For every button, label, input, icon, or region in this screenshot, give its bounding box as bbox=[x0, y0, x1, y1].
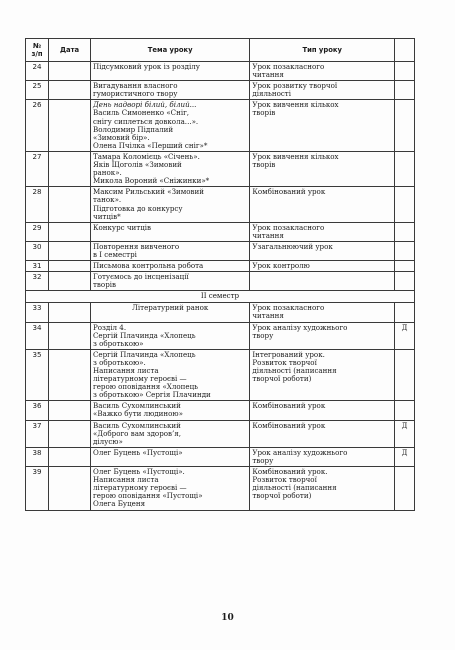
lesson-topic bbox=[91, 272, 250, 291]
lesson-type: Урок контролю bbox=[250, 261, 395, 272]
lesson-date bbox=[49, 261, 91, 272]
lesson-topic-text: Сергій Плачинда «Хлопець з обротькою». Написання листа літературному героєві — герою оповідання «Хлопець з обротькою» Сергія Плачинди bbox=[93, 349, 211, 400]
lesson-number: 36 bbox=[26, 401, 49, 420]
lesson-number: 32 bbox=[26, 272, 49, 291]
lesson-date bbox=[49, 349, 91, 401]
lesson-type: Урок позакласного читання bbox=[250, 303, 395, 322]
lesson-topic-text: Тамара Коломієць «Січень». Яків Щоголів «Зимовий ранок». Микола Вороний «Сніжинки»* bbox=[93, 151, 210, 186]
lesson-number: 37 bbox=[26, 420, 49, 447]
table-row bbox=[26, 187, 415, 222]
table-row bbox=[26, 151, 415, 186]
lesson-date bbox=[49, 100, 91, 152]
lesson-topic-text: Вигадування власного гумористичного твору bbox=[93, 81, 178, 99]
header-date: Дата bbox=[49, 39, 91, 62]
lesson-date bbox=[49, 81, 91, 100]
lesson-mark bbox=[395, 62, 415, 81]
lesson-type: Урок вивчення кількох творів bbox=[250, 151, 395, 186]
lesson-type: Урок розвитку творчої діяльності bbox=[250, 81, 395, 100]
lesson-type bbox=[250, 272, 395, 291]
lesson-topic-text: Конкурс читців bbox=[93, 222, 152, 232]
lesson-date bbox=[49, 447, 91, 466]
lesson-number: 33 bbox=[26, 303, 49, 322]
page-number: 10 bbox=[221, 613, 234, 623]
lesson-topic bbox=[91, 241, 250, 260]
lesson-mark bbox=[395, 151, 415, 186]
header-topic: Тема уроку bbox=[91, 39, 250, 62]
lesson-topic bbox=[91, 303, 250, 322]
lesson-topic-text: Максим Рильський «Зимовий танок». Підготовка до конкурсу читців* bbox=[93, 187, 204, 221]
table-row bbox=[26, 241, 415, 260]
lesson-topic-text: Готуємось до інсценізації творів bbox=[93, 272, 189, 290]
lesson-mark bbox=[395, 272, 415, 291]
lesson-number: 39 bbox=[26, 467, 49, 510]
table-row bbox=[26, 420, 415, 447]
table-row bbox=[26, 100, 415, 152]
lesson-date bbox=[49, 303, 91, 322]
lesson-mark: Д bbox=[395, 420, 415, 447]
lesson-date bbox=[49, 401, 91, 420]
lesson-date bbox=[49, 62, 91, 81]
lesson-number: 31 bbox=[26, 261, 49, 272]
lesson-number: 27 bbox=[26, 151, 49, 186]
lesson-type: Урок позакласного читання bbox=[250, 222, 395, 241]
lesson-mark bbox=[395, 303, 415, 322]
lesson-topic bbox=[91, 62, 250, 81]
table-header-row bbox=[26, 39, 415, 62]
lesson-topic-text: Олег Буцень «Пустощі» bbox=[93, 447, 183, 457]
lesson-type: Інтегрований урок. Розвиток творчої діяльності (написання творчої роботи) bbox=[250, 349, 395, 401]
lesson-mark bbox=[395, 261, 415, 272]
header-type: Тип уроку bbox=[250, 39, 395, 62]
lesson-type: Комбінований урок bbox=[250, 401, 395, 420]
lesson-number: 34 bbox=[26, 322, 49, 349]
header-number: № з/п bbox=[26, 39, 49, 62]
section-row bbox=[26, 291, 415, 303]
lesson-number: 29 bbox=[26, 222, 49, 241]
lesson-date bbox=[49, 420, 91, 447]
lesson-mark bbox=[395, 401, 415, 420]
lesson-topic-text: Письмова контрольна робота bbox=[93, 261, 204, 271]
lesson-topic-text: Підсумковий урок із розділу bbox=[93, 62, 200, 71]
lesson-type: Комбінований урок bbox=[250, 420, 395, 447]
table-row bbox=[26, 401, 415, 420]
lesson-topic-text: Олег Буцень «Пустощі». Написання листа літературному героєві — герою оповідання «Пустощі» Олега Буценя bbox=[93, 467, 203, 509]
lesson-type: Урок аналізу художнього твору bbox=[250, 447, 395, 466]
lesson-topic bbox=[91, 81, 250, 100]
lesson-topic-text: Літературний ранок bbox=[131, 303, 209, 313]
lesson-date bbox=[49, 187, 91, 222]
table-row bbox=[26, 349, 415, 401]
lesson-date bbox=[49, 222, 91, 241]
lesson-mark bbox=[395, 187, 415, 222]
lesson-topic-text: Василь Симоненко «Сніг, снігу сиплеться довкола...». Володимир Підпалий «Зимовий бір». Олена Пчілка «Перший сніг»* bbox=[93, 108, 208, 150]
lesson-type: Комбінований урок. Розвиток творчої діяльності (написання творчої роботи) bbox=[250, 467, 395, 510]
lesson-topic bbox=[91, 322, 250, 349]
table-row bbox=[26, 303, 415, 322]
lesson-mark bbox=[395, 81, 415, 100]
lesson-topic bbox=[91, 151, 250, 186]
lesson-topic bbox=[91, 447, 250, 466]
lesson-plan-table bbox=[25, 38, 415, 511]
table-row bbox=[26, 261, 415, 272]
lesson-type: Узагальнюючий урок bbox=[250, 241, 395, 260]
lesson-topic bbox=[91, 401, 250, 420]
lesson-topic bbox=[91, 100, 250, 152]
lesson-type: Урок аналізу художнього твору bbox=[250, 322, 395, 349]
section-title: II семестр bbox=[26, 291, 415, 303]
lesson-topic bbox=[91, 222, 250, 241]
lesson-topic bbox=[91, 420, 250, 447]
lesson-topic-text: Повторення вивченого в І семестрі bbox=[93, 241, 180, 259]
lesson-date bbox=[49, 322, 91, 349]
rows-first-semester bbox=[26, 62, 415, 291]
lesson-mark: Д bbox=[395, 322, 415, 349]
lesson-number: 38 bbox=[26, 447, 49, 466]
lesson-number: 35 bbox=[26, 349, 49, 401]
lesson-number: 30 bbox=[26, 241, 49, 260]
lesson-number: 26 bbox=[26, 100, 49, 152]
lesson-topic-text: Василь Сухомлинський «Доброго вам здоров’я, ділусю» bbox=[93, 420, 181, 446]
lesson-mark bbox=[395, 349, 415, 401]
lesson-date bbox=[49, 272, 91, 291]
lesson-date bbox=[49, 151, 91, 186]
rows-second-semester bbox=[26, 303, 415, 510]
table-row bbox=[26, 62, 415, 81]
lesson-date bbox=[49, 241, 91, 260]
lesson-number: 24 bbox=[26, 62, 49, 81]
lesson-mark bbox=[395, 241, 415, 260]
lesson-topic bbox=[91, 261, 250, 272]
lesson-topic bbox=[91, 349, 250, 401]
table-row bbox=[26, 272, 415, 291]
lesson-number: 25 bbox=[26, 81, 49, 100]
section-row-group bbox=[26, 291, 415, 303]
lesson-mark: Д bbox=[395, 447, 415, 466]
table-row bbox=[26, 222, 415, 241]
lesson-type: Комбінований урок bbox=[250, 187, 395, 222]
table-row bbox=[26, 447, 415, 466]
lesson-topic bbox=[91, 187, 250, 222]
lesson-topic bbox=[91, 467, 250, 510]
lesson-topic-subheading: День надворі білий, білий... bbox=[93, 100, 197, 110]
lesson-mark bbox=[395, 222, 415, 241]
lesson-mark bbox=[395, 467, 415, 510]
header-mark bbox=[395, 39, 415, 62]
table-row bbox=[26, 81, 415, 100]
lesson-number: 28 bbox=[26, 187, 49, 222]
lesson-date bbox=[49, 467, 91, 510]
lesson-topic-text: Розділ 4. Сергій Плачинда «Хлопець з обротькою» bbox=[93, 322, 196, 348]
lesson-type: Урок позакласного читання bbox=[250, 62, 395, 81]
lesson-type: Урок вивчення кількох творів bbox=[250, 100, 395, 152]
lesson-topic-text: Василь Сухомлинський «Важко бути людиною» bbox=[93, 401, 183, 419]
table-row bbox=[26, 467, 415, 510]
table-row bbox=[26, 322, 415, 349]
lesson-mark bbox=[395, 100, 415, 152]
